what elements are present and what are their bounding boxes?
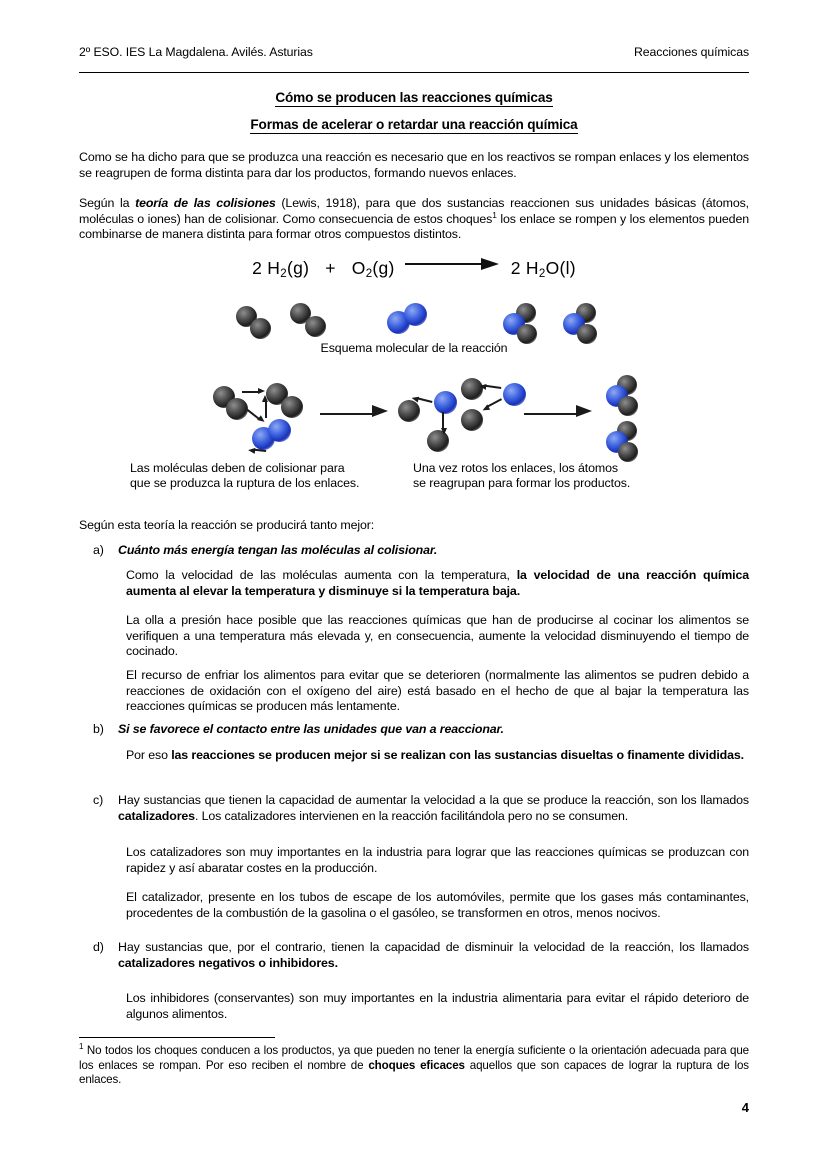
paragraph-text: Hay sustancias que tienen la capacidad de aumentar la velocidad a la que se produce la reacción, son los llamados [118,793,749,807]
equation-reactant-1-state: (g) [286,258,310,278]
list-marker-d: d) [93,940,104,954]
oxygen-atom [563,313,585,335]
equation-reactant-2: O [351,258,366,278]
hydrogen-atom [236,306,257,327]
footnote [79,1044,749,1088]
paragraph-bold-term: catalizadores negativos o inhibidores. [118,955,338,970]
page-number: 4 [741,1100,749,1115]
intro-paragraph-1 [79,150,749,181]
hydrogen-atom [266,383,288,405]
equation-reactant-1: H [267,258,281,278]
list-item-b [93,722,749,738]
intro-p2-bold-term: teoría de las colisiones [135,196,276,210]
list-item-c [93,793,749,824]
chemical-equation [0,258,828,279]
figure-caption-left-line-2: que se produzca la ruptura de los enlaces. [130,476,360,490]
footnote-text-post: aquellos que son capaces de lograr la ruptura de los enlaces. [79,1058,749,1087]
arrow-right-icon [405,258,501,270]
footnote-marker: 1 [79,1042,84,1052]
equation-plus-sign: + [325,258,336,278]
equation-reactant-2-state: (g) [372,258,395,278]
footnote-bold-term: choques eficaces [368,1058,465,1072]
paragraph-text: Hay sustancias que, por el contrario, tienen la capacidad de disminuir la velocidad de la reacción, los llamados [118,940,749,954]
intro-paragraph-1-text: Como se ha dicho para que se produzca una reacción es necesario que en los reactivos se rompan enlaces y los elementos se reagrupen de forma distinta para dar los productos, formando nuevos enlaces. [79,150,749,180]
equation-product-oxygen: O [545,258,560,278]
equation-product-subscript: 2 [538,268,546,280]
paragraph-text: Como la velocidad de las moléculas aumenta con la temperatura, [126,568,517,582]
hydrogen-atom [576,303,596,323]
footnote-marker-ref: 1 [492,209,497,220]
list-item-a-heading: Cuánto más energía tengan las moléculas al colisionar. [118,543,438,557]
hydrogen-atom [618,396,638,416]
header-right-text: Reacciones químicas [634,45,749,59]
figure-caption-right-line-2: se reagrupan para formar los productos. [413,476,631,490]
oxygen-atom [503,383,526,406]
footnote-divider [79,1037,275,1038]
intro-p2-part-b: (Lewis, 1918), para que dos sustancias reaccionen sus unidades básicas (átomos, moléculas o iones) han de colisionar. Como consecuencia de estos choques [79,196,750,226]
list-item-d-paragraph-1: Los inhibidores (conservantes) son muy importantes en la industria alimentaria para evitar el rápido deterioro de algunos alimentos. [126,991,749,1021]
oxygen-atom [268,419,291,442]
list-marker-b: b) [93,722,104,736]
footnote-text-pre: No todos los choques conducen a los productos, ya que pueden no tener la energía suficiente o la orientación adecuada para que los enlaces se rompan. Por eso reciben el nombre de [79,1044,749,1072]
hydrogen-atom [281,396,303,418]
oxygen-atom [606,385,628,407]
equation-product: H [525,258,539,278]
oxygen-atom [404,303,427,326]
hydrogen-atom [213,386,235,408]
oxygen-atom [434,391,457,414]
list-item-a-paragraph-1 [126,568,749,599]
figure-caption-left-line-1: Las moléculas deben de colisionar para [130,461,345,475]
hydrogen-atom [461,378,483,400]
hydrogen-atom [290,303,311,324]
process-arrow-icon [320,408,390,421]
figure-caption-right-line-1: Una vez rotos los enlaces, los átomos [413,461,618,475]
paragraph-bold-text: las reacciones se producen mejor si se realizan con las sustancias disueltas o finamente divididas. [171,748,744,762]
hydrogen-atom [398,400,420,422]
process-arrow-icon [524,408,594,421]
figure-caption-molecular-scheme: Esquema molecular de la reacción [320,341,508,355]
list-item-b-heading: Si se favorece el contacto entre las unidades que van a reaccionar. [118,722,504,736]
hydrogen-atom [427,430,449,452]
hydrogen-atom [617,421,637,441]
hydrogen-atom [250,318,271,339]
equation-product-state: (l) [559,258,576,278]
page-title-text: Cómo se producen las reacciones químicas [275,90,553,105]
paragraph-text: . Los catalizadores intervienen en la reacción facilitándola pero no se consumen. [194,808,629,823]
list-item-c-paragraph-1: Los catalizadores son muy importantes en la industria para lograr que las reacciones químicas se produzcan con rapidez y así abaratar costes en la producción. [126,845,749,875]
figure-caption-left [130,461,430,491]
list-item-a [93,543,749,559]
hydrogen-atom [226,398,248,420]
equation-reactant-2-subscript: 2 [365,268,373,280]
oxygen-atom [387,311,410,334]
figure-caption-right [413,461,733,491]
page-subtitle-text: Formas de acelerar o retardar una reacción química [250,117,578,132]
page-title [0,90,828,105]
list-marker-a: a) [93,543,104,557]
page-header [79,45,749,59]
page-subtitle [0,117,828,132]
list-item-d-heading [118,940,749,971]
list-marker-c: c) [93,793,104,807]
intro-p2-part-c: los enlace se rompen y los elementos pueden combinarse de manera distinta para formar otros compuestos distintos. [79,211,749,242]
oxygen-atom [252,427,275,450]
list-item-b-paragraph-1 [126,748,749,764]
intro-paragraph-2 [79,196,749,243]
list-item-c-heading [118,793,749,824]
hydrogen-atom [617,375,637,395]
list-item-d [93,940,749,971]
hydrogen-atom [618,442,638,462]
list-item-c-paragraph-2: El catalizador, presente en los tubos de escape de los automóviles, permite que los gases más contaminantes, procedentes de la combustión de la gasolina o el gasóleo, se transformen en otros, menos nocivos. [126,890,749,920]
equation-reactant-1-subscript: 2 [280,268,287,280]
hydrogen-atom [516,303,536,323]
list-item-a-paragraph-2: La olla a presión hace posible que las reacciones químicas que han de producirse al cocinar los alimentos se verifiquen a una temperatura más elevada y, en consecuencia, aumente la velocidad disminuyendo el tiempo de cocinado. [126,613,749,659]
equation-coefficient-2: 2 [510,258,521,278]
header-left-text: 2º ESO. IES La Magdalena. Avilés. Asturias [79,45,313,59]
hydrogen-atom [461,409,483,431]
paragraph-bold-term: catalizadores [118,808,195,823]
list-lead-in: Según esta teoría la reacción se producirá tanto mejor: [79,518,375,532]
intro-p2-part-a: Según la [79,196,136,210]
paragraph-text: Por eso [126,748,172,762]
oxygen-atom [503,313,525,335]
oxygen-atom [606,431,628,453]
header-divider [79,72,749,73]
list-item-a-paragraph-3: El recurso de enfriar los alimentos para evitar que se deterioren (normalmente las alimentos se pudren debido a reacciones de oxidación con el oxígeno del aire) está basado en el hecho de que al bajar la temperatura las reacciones químicas se producen más lentamente. [126,668,749,714]
hydrogen-atom [305,316,326,337]
equation-coefficient-1: 2 [252,258,263,278]
paragraph-bold-text: la velocidad de una reacción química aumenta al elevar la temperatura y disminuye si la temperatura baja. [126,568,749,598]
